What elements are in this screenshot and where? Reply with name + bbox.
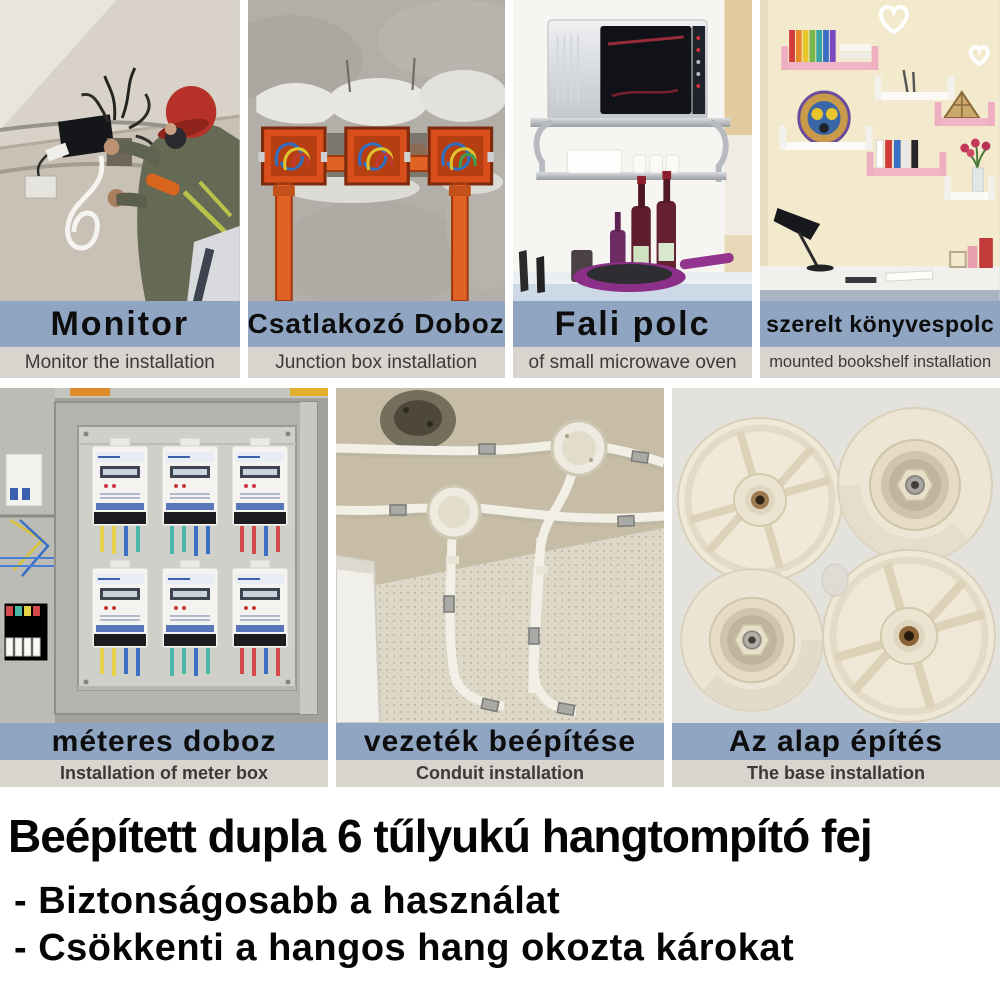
tile-caption <box>336 723 664 787</box>
product-headline: Beépített dupla 6 tűlyukú hangtompító fej <box>8 810 872 862</box>
caption-subtitle: of small microwave oven <box>513 347 753 378</box>
tile-conduit <box>336 388 664 787</box>
tile-caption <box>0 723 328 787</box>
junction-boxes-illustration <box>248 0 505 301</box>
caption-title: szerelt könyvespolc <box>760 301 1000 347</box>
photo-junction-boxes <box>248 0 505 301</box>
tile-wall-shelf <box>513 0 753 378</box>
conduit-pipes-illustration <box>336 388 664 723</box>
caption-subtitle: mounted bookshelf installation <box>760 347 1000 378</box>
microwave-shelf-illustration <box>513 0 753 301</box>
tile-bookshelf <box>760 0 1000 378</box>
tile-row-bottom <box>0 388 1000 787</box>
photo-wall-bookshelves <box>760 0 1000 301</box>
feature-bullet-1: - Biztonságosabb a használat <box>14 880 561 923</box>
bookshelf-illustration <box>760 0 1000 301</box>
caption-title: Monitor <box>0 301 240 347</box>
caption-title: Csatlakozó Doboz <box>248 301 505 347</box>
worker-ceiling-wiring-illustration <box>0 0 240 301</box>
caption-subtitle: Installation of meter box <box>0 760 328 787</box>
tile-caption <box>248 301 505 378</box>
caption-subtitle: The base installation <box>672 760 1000 787</box>
tile-caption <box>0 301 240 378</box>
tile-junction-box <box>248 0 505 378</box>
caption-title: vezeték beépítése <box>336 723 664 760</box>
feature-bullet-2: - Csökkenti a hangos hang okozta károkat <box>14 927 795 970</box>
tile-caption <box>760 301 1000 378</box>
tile-base-parts <box>672 388 1000 787</box>
tile-meter-box <box>0 388 328 787</box>
photo-worker-ceiling-wiring <box>0 0 240 301</box>
tile-caption <box>513 301 753 378</box>
photo-conduit-pipes <box>336 388 664 723</box>
caption-subtitle: Conduit installation <box>336 760 664 787</box>
footer-text-block <box>0 787 1000 972</box>
caption-title: Fali polc <box>513 301 753 347</box>
caption-subtitle: Monitor the installation <box>0 347 240 378</box>
feature-bullets <box>8 878 992 972</box>
caption-subtitle: Junction box installation <box>248 347 505 378</box>
photo-plastic-bases <box>672 388 1000 723</box>
meter-box-illustration <box>0 388 328 723</box>
tile-caption <box>672 723 1000 787</box>
tile-monitor-installation <box>0 0 240 378</box>
photo-microwave-shelf <box>513 0 753 301</box>
caption-title: Az alap építés <box>672 723 1000 760</box>
photo-meter-box <box>0 388 328 723</box>
caption-title: méteres doboz <box>0 723 328 760</box>
tile-row-top <box>0 0 1000 378</box>
plastic-bases-illustration <box>672 388 1000 723</box>
